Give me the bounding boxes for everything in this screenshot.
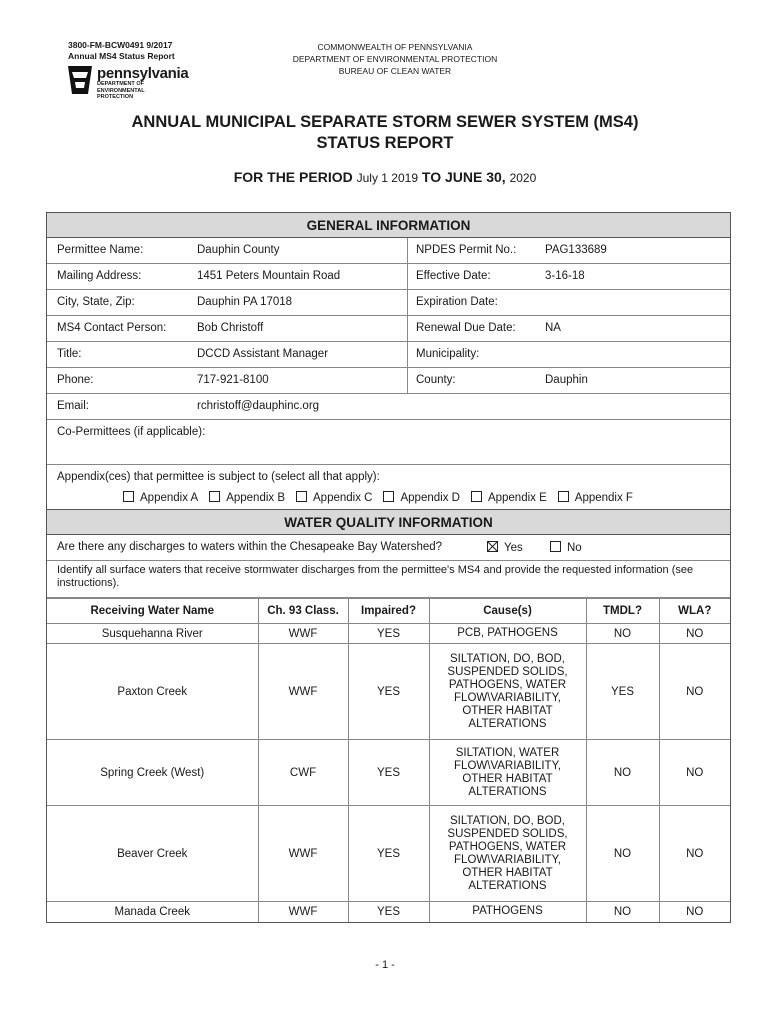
table-row [47, 740, 730, 806]
cause-line: OTHER HABITAT [462, 866, 553, 879]
npdes-field[interactable]: PAG133689 [545, 244, 607, 256]
email-field[interactable]: rchristoff@dauphinc.org [197, 400, 320, 412]
column-header: Cause(s) [429, 599, 586, 624]
contact-field[interactable]: Bob Christoff [197, 322, 264, 334]
page-title [0, 112, 770, 154]
permittee-row [47, 238, 730, 264]
appendix-label: Appendix(ces) that permittee is subject to (select all that apply): [57, 471, 380, 483]
impaired-cell[interactable]: YES [348, 624, 429, 644]
appendix-checkbox[interactable] [123, 491, 134, 502]
phone-field[interactable]: 717-921-8100 [197, 374, 269, 386]
form-id: 3800-FM-BCW0491 9/2017 [68, 40, 173, 50]
column-header: Ch. 93 Class. [258, 599, 348, 624]
cause-line: PATHOGENS [472, 905, 543, 918]
status-report-form [46, 212, 731, 923]
receiving-waters-body [47, 624, 730, 922]
mailing-field[interactable]: 1451 Peters Mountain Road [197, 270, 341, 282]
cause-line: ALTERATIONS [468, 717, 547, 730]
page-number: - 1 - [375, 959, 395, 971]
cause-line: SILTATION, DO, BOD, [449, 814, 565, 827]
yes-label: Yes [504, 542, 523, 554]
cause-line: PATHOGENS, WATER [448, 840, 567, 853]
receiving-water-name-cell[interactable]: Beaver Creek [47, 806, 258, 902]
column-divider [407, 316, 408, 341]
agency-line-1: COMMONWEALTH OF PENNSYLVANIA [317, 42, 473, 52]
renewal-field[interactable]: NA [545, 322, 561, 334]
county-field[interactable]: Dauphin [545, 374, 588, 386]
column-header: WLA? [659, 599, 730, 624]
agency-line-3: BUREAU OF CLEAN WATER [338, 66, 452, 76]
wla-cell[interactable]: NO [659, 806, 730, 902]
ch93-class-cell[interactable]: WWF [258, 806, 348, 902]
contact-label: MS4 Contact Person: [57, 322, 167, 334]
period-end: JUNE 30, [444, 169, 506, 185]
column-divider [407, 290, 408, 315]
column-header: Receiving Water Name [47, 599, 258, 624]
appendix-checkbox[interactable] [558, 491, 569, 502]
causes-cell[interactable] [429, 624, 586, 644]
ch93-class-cell[interactable]: WWF [258, 902, 348, 922]
cause-line: SILTATION, DO, BOD, [449, 652, 565, 665]
causes-cell[interactable] [429, 806, 586, 902]
appendix-option-label: Appendix C [313, 492, 373, 504]
npdes-label: NPDES Permit No.: [416, 244, 517, 256]
appendix-option[interactable] [123, 492, 198, 504]
table-row [47, 806, 730, 902]
appendix-row [47, 465, 730, 510]
mailing-row [47, 264, 730, 290]
column-divider [407, 368, 408, 393]
cause-line: SUSPENDED SOLIDS, [447, 665, 568, 678]
agency-header [260, 41, 530, 77]
table-row [47, 644, 730, 740]
tmdl-cell[interactable]: YES [586, 644, 659, 740]
column-header: Impaired? [348, 599, 429, 624]
tmdl-cell[interactable]: NO [586, 740, 659, 806]
ch93-class-cell[interactable]: CWF [258, 740, 348, 806]
city-label: City, State, Zip: [57, 296, 135, 308]
title-label: Title: [57, 348, 82, 360]
causes-cell[interactable] [429, 740, 586, 806]
no-checkbox[interactable] [550, 541, 561, 552]
causes-cell[interactable] [429, 902, 586, 922]
period-prefix: FOR THE PERIOD [233, 169, 353, 185]
no-label: No [567, 542, 582, 554]
appendix-option-label: Appendix A [140, 492, 199, 504]
chesapeake-question: Are there any discharges to waters within the Chesapeake Bay Watershed? [57, 541, 443, 553]
logo-department: DEPARTMENT OF ENVIRONMENTAL PROTECTION [97, 81, 145, 100]
receiving-water-name-cell[interactable]: Paxton Creek [47, 644, 258, 740]
effective-field[interactable]: 3-16-18 [545, 270, 585, 282]
cause-line: PATHOGENS, WATER [448, 678, 567, 691]
contact-row [47, 316, 730, 342]
yes-checkbox[interactable] [487, 541, 498, 552]
logo-wordmark: pennsylvania [97, 65, 189, 82]
phone-row [47, 368, 730, 394]
chesapeake-no-option[interactable] [550, 541, 582, 554]
cause-line: SUSPENDED SOLIDS, [447, 827, 568, 840]
form-id-block [68, 40, 175, 62]
cause-line: ALTERATIONS [468, 879, 547, 892]
tmdl-cell[interactable]: NO [586, 806, 659, 902]
table-header-row [47, 599, 730, 624]
pa-dep-logo [66, 64, 216, 100]
cause-line: PCB, PATHOGENS [457, 627, 558, 639]
cause-line: FLOW\VARIABILITY, [454, 853, 561, 866]
column-header: TMDL? [586, 599, 659, 624]
period-year: 2020 [509, 171, 537, 185]
wla-cell[interactable]: NO [659, 624, 730, 644]
appendix-checkbox[interactable] [296, 491, 307, 502]
chesapeake-row [47, 535, 730, 561]
cause-line: FLOW\VARIABILITY, [454, 691, 561, 704]
cause-line: OTHER HABITAT [462, 772, 553, 785]
agency-line-2: DEPARTMENT OF ENVIRONMENTAL PROTECTION [292, 54, 498, 64]
receiving-water-name-cell[interactable]: Spring Creek (West) [47, 740, 258, 806]
county-label: County: [416, 374, 456, 386]
appendix-option-label: Appendix F [574, 492, 633, 504]
title-line-1: ANNUAL MUNICIPAL SEPARATE STORM SEWER SYSTEM (MS4) [131, 113, 639, 131]
impaired-cell[interactable]: YES [348, 902, 429, 922]
appendix-option-label: Appendix D [400, 492, 460, 504]
wla-cell[interactable]: NO [659, 740, 730, 806]
cause-line: FLOW\VARIABILITY, [454, 759, 561, 772]
permittee-label: Permittee Name: [57, 244, 144, 256]
tmdl-cell[interactable]: NO [586, 902, 659, 922]
title-row [47, 342, 730, 368]
identify-instructions: Identify all surface waters that receive stormwater discharges from the permittee's MS4 and provide the requested information (see instructions). [57, 564, 694, 589]
water-quality-heading: WATER QUALITY INFORMATION [47, 510, 730, 535]
appendix-option-label: Appendix E [487, 492, 547, 504]
chesapeake-yes-option[interactable] [487, 541, 523, 554]
copermittees-row [47, 420, 730, 465]
ch93-class-cell[interactable]: WWF [258, 624, 348, 644]
receiving-waters-table [47, 598, 730, 922]
keystone-icon [66, 64, 94, 96]
ch93-class-cell[interactable]: WWF [258, 644, 348, 740]
column-divider [407, 238, 408, 263]
receiving-water-name-cell[interactable]: Manada Creek [47, 902, 258, 922]
period-to: TO [421, 169, 442, 185]
identify-row [47, 561, 730, 598]
tmdl-cell[interactable]: NO [586, 624, 659, 644]
column-divider [407, 264, 408, 289]
email-row [47, 394, 730, 420]
cause-line: ALTERATIONS [468, 785, 547, 798]
causes-cell[interactable] [429, 644, 586, 740]
appendix-option[interactable] [209, 492, 285, 504]
appendix-checkbox[interactable] [471, 491, 482, 502]
reporting-period [0, 169, 770, 185]
impaired-cell[interactable]: YES [348, 806, 429, 902]
appendix-option[interactable] [296, 492, 372, 504]
form-name: Annual MS4 Status Report [68, 51, 175, 61]
effective-label: Effective Date: [416, 270, 491, 282]
table-row [47, 902, 730, 922]
phone-label: Phone: [57, 374, 94, 386]
appendix-checkbox[interactable] [209, 491, 220, 502]
cause-line: SILTATION, WATER [455, 746, 560, 759]
cause-line: OTHER HABITAT [462, 704, 553, 717]
appendix-option-label: Appendix B [226, 492, 286, 504]
impaired-cell[interactable]: YES [348, 644, 429, 740]
appendix-checkbox[interactable] [383, 491, 394, 502]
table-row [47, 624, 730, 644]
column-divider [407, 342, 408, 367]
period-start: July 1 2019 [356, 171, 418, 185]
wla-cell[interactable]: NO [659, 902, 730, 922]
mailing-label: Mailing Address: [57, 270, 142, 282]
city-field[interactable]: Dauphin PA 17018 [197, 296, 293, 308]
municipality-label: Municipality: [416, 348, 480, 360]
title-field[interactable]: DCCD Assistant Manager [197, 348, 329, 360]
appendix-option[interactable] [383, 492, 459, 504]
appendix-checkbox-list [123, 491, 644, 504]
title-line-2: STATUS REPORT [316, 134, 454, 152]
city-row [47, 290, 730, 316]
permittee-field[interactable]: Dauphin County [197, 244, 280, 256]
email-label: Email: [57, 400, 89, 412]
receiving-water-name-cell[interactable]: Susquehanna River [47, 624, 258, 644]
renewal-label: Renewal Due Date: [416, 322, 516, 334]
general-information-heading: GENERAL INFORMATION [47, 213, 730, 238]
appendix-option[interactable] [471, 492, 547, 504]
impaired-cell[interactable]: YES [348, 740, 429, 806]
wla-cell[interactable]: NO [659, 644, 730, 740]
appendix-option[interactable] [558, 492, 633, 504]
expiration-label: Expiration Date: [416, 296, 498, 308]
copermittees-label: Co-Permittees (if applicable): [57, 426, 206, 438]
